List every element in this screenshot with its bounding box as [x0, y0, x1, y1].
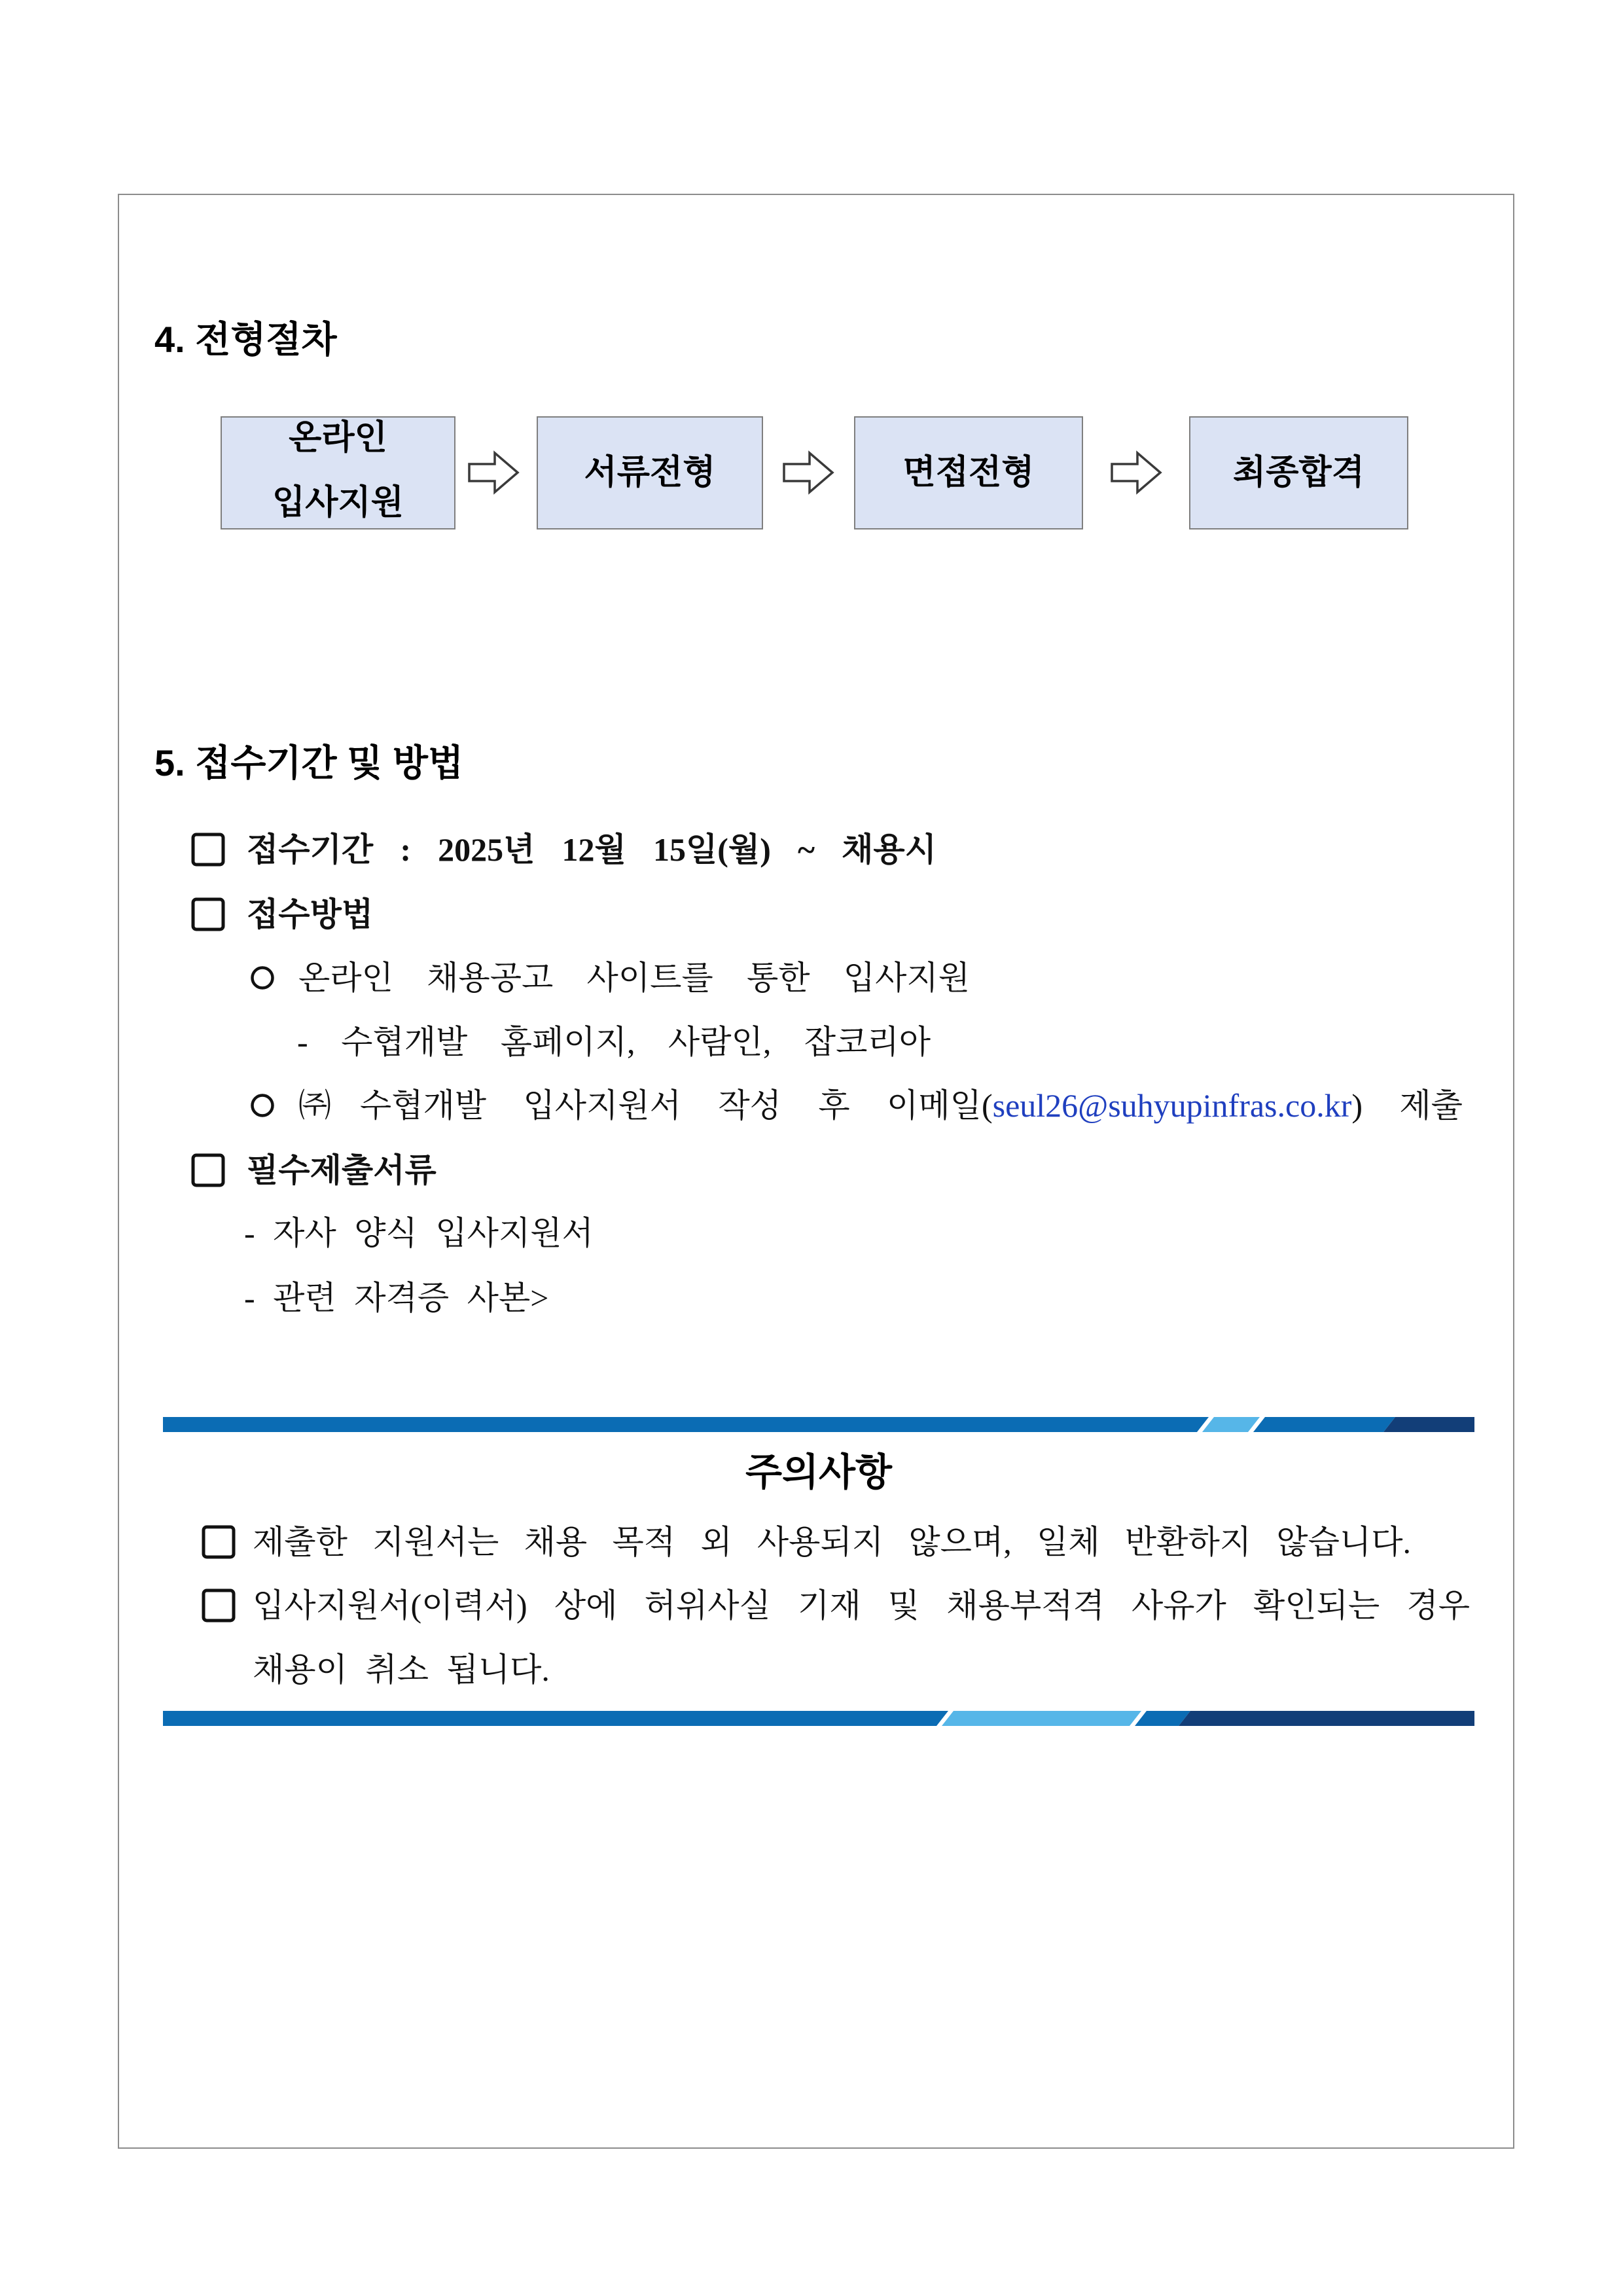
checkbox-icon	[202, 1588, 236, 1623]
application-period: 접수기간 : 2025년 12월 15일(월) ~ 채용시	[247, 831, 936, 868]
required-documents-title: 필수제출서류	[247, 1152, 437, 1189]
email-link[interactable]: seul26@suhyupinfras.co.kr	[992, 1087, 1352, 1124]
right-arrow-icon	[782, 450, 834, 495]
checkbox-icon	[202, 1525, 236, 1559]
application-heading: 5. 접수기간 및 방법	[154, 742, 464, 783]
bar-segment	[1253, 1417, 1395, 1432]
right-arrow-icon	[1110, 450, 1162, 495]
procedure-heading: 4. 전형절차	[154, 319, 337, 360]
notice-title: 주의사항	[745, 1451, 893, 1494]
circle-bullet-icon	[250, 1093, 275, 1118]
notice-item-continuation: 채용이 취소 됩니다.	[253, 1651, 550, 1688]
divider-bar-top	[163, 1417, 1474, 1432]
required-document-item: - 관련 자격증 사본>	[244, 1280, 549, 1316]
bar-segment	[1383, 1417, 1474, 1432]
method-online-sites: - 수협개발 홈페이지, 사람인, 잡코리아	[297, 1024, 931, 1060]
step-box-interview	[854, 416, 1083, 529]
bar-segment	[1202, 1417, 1260, 1432]
checkbox-icon	[191, 1153, 225, 1187]
application-method-title: 접수방법	[247, 896, 374, 933]
divider-bar-bottom	[163, 1711, 1474, 1726]
bar-segment	[163, 1417, 1209, 1432]
step-label-line2: 입사지원	[272, 484, 404, 522]
bar-segment	[1179, 1711, 1474, 1726]
circle-bullet-icon	[250, 965, 275, 990]
step-box-final-pass	[1189, 416, 1408, 529]
notice-item: 제출한 지원서는 채용 목적 외 사용되지 않으며, 일체 반환하지 않습니다.	[253, 1524, 1411, 1560]
step-label: 서류전형	[584, 454, 716, 492]
notice-item: 입사지원서(이력서) 상에 허위사실 기재 및 채용부적격 사유가 확인되는 경우	[253, 1587, 1470, 1624]
checkbox-icon	[191, 833, 225, 867]
step-label: 최종합격	[1233, 454, 1364, 492]
bar-segment	[163, 1711, 948, 1726]
method-online: 온라인 채용공고 사이트를 통한 입사지원	[298, 960, 970, 996]
step-label-line1: 온라인	[289, 419, 387, 457]
method-email-prefix: ㈜수협개발 입사지원서 작성 후 이메일(	[298, 1087, 993, 1124]
step-label: 면접전형	[902, 454, 1035, 492]
method-email	[298, 1083, 1463, 1128]
method-email-suffix: ) 제출	[1351, 1087, 1463, 1124]
bar-segment	[942, 1711, 1141, 1726]
required-document-item: - 자사 양식 입사지원서	[244, 1215, 594, 1251]
step-box-document-screening	[537, 416, 763, 529]
step-box-online-apply	[221, 416, 455, 529]
checkbox-icon	[191, 897, 225, 931]
right-arrow-icon	[467, 450, 520, 495]
